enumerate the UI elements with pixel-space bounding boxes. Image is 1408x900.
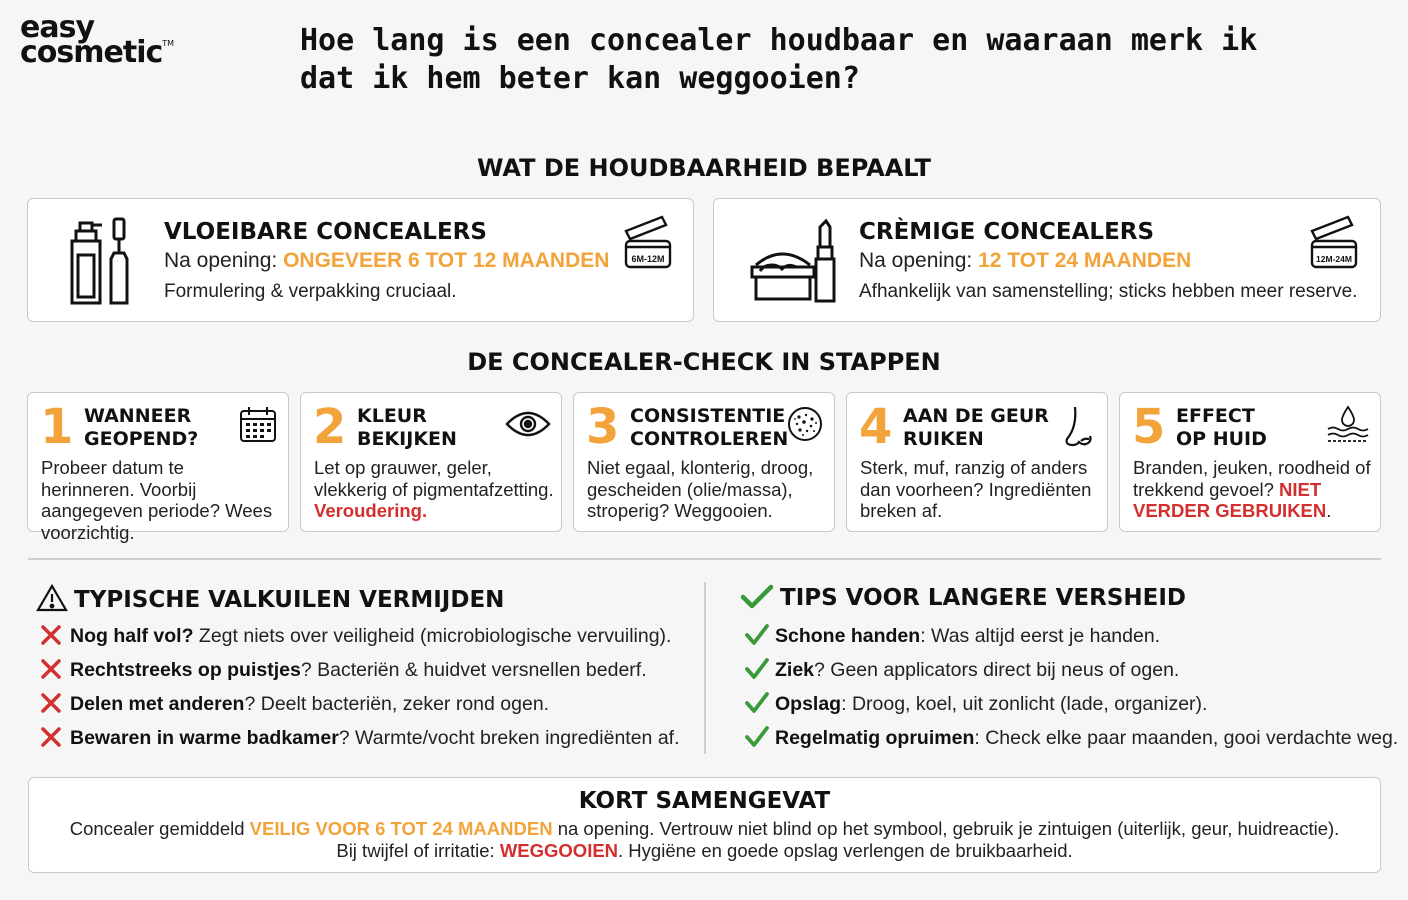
step-body: Probeer datum te herinneren. Voorbij aangegeven periode? Wees voorzichtig. — [41, 457, 273, 543]
card-title: CRÈMIGE CONCEALERS — [859, 219, 1155, 245]
pitfalls-title: TYPISCHE VALKUILEN VERMIJDEN — [36, 584, 504, 613]
pao-jar-icon — [1308, 213, 1360, 276]
liquid-concealer-icon — [64, 213, 160, 314]
tips-list — [745, 622, 1398, 758]
eye-icon — [505, 409, 551, 444]
list-item: Nog half vol? Zegt niets over veiligheid (microbiologische vervuiling). — [40, 622, 680, 656]
checkmark-icon — [740, 584, 774, 610]
cross-icon — [40, 692, 70, 722]
card-description: Afhankelijk van samenstelling; sticks hebben meer reserve. — [859, 281, 1358, 302]
brand-logo — [20, 10, 175, 70]
step-title: KLEUR BEKIJKEN — [357, 405, 457, 450]
column-divider — [704, 582, 706, 754]
section-title-shelf-life: WAT DE HOUDBAARHEID BEPAALT — [477, 154, 931, 182]
nose-icon — [1063, 405, 1097, 454]
card-shelf-life: Na opening: ONGEVEER 6 TOT 12 MAANDEN — [164, 249, 610, 272]
step-body: Let op grauwer, geler, vlekkerig of pigmentafzetting. Veroudering. — [314, 457, 554, 521]
check-icon — [745, 658, 775, 688]
cream-concealer-icon — [750, 213, 846, 314]
cross-icon — [40, 624, 70, 654]
step-emphasis: Veroudering. — [314, 500, 428, 521]
step-body: Niet egaal, klonterig, droog, gescheiden (olie/massa), stroperig? Weggooien. — [587, 457, 814, 521]
page-title: Hoe lang is een concealer houdbaar en waaraan merk ik dat ik hem beter kan weggooien? — [300, 23, 1258, 96]
step-emphasis: NIET VERDER GEBRUIKEN — [1133, 478, 1327, 521]
summary-line-2: Bij twijfel of irritatie: WEGGOOIEN. Hygiëne en goede opslag verlengen de bruikbaarheid. — [336, 840, 1073, 861]
section-title-check-steps: DE CONCEALER-CHECK IN STAPPEN — [467, 348, 941, 376]
step-card-3 — [573, 392, 835, 532]
step-title: AAN DE GEUR RUIKEN — [903, 405, 1049, 450]
check-icon — [745, 624, 775, 654]
summary-box — [28, 777, 1381, 873]
list-item: Regelmatig opruimen: Check elke paar maanden, gooi verdachte weg. — [745, 724, 1398, 758]
logo-line-2: cosmetic — [20, 34, 163, 70]
logo-trademark: TM — [162, 38, 175, 48]
card-creamy-concealers — [713, 198, 1381, 322]
list-item: Opslag: Droog, koel, uit zonlicht (lade, organizer). — [745, 690, 1398, 724]
step-number: 1 — [40, 399, 74, 455]
pao-label: 6M-12M — [631, 254, 665, 264]
card-liquid-concealers — [27, 198, 694, 322]
pao-label: 12M-24M — [1316, 254, 1352, 264]
step-title: EFFECT OP HUID — [1176, 405, 1267, 450]
warning-icon — [36, 584, 68, 612]
card-description: Formulering & verpakking cruciaal. — [164, 281, 457, 302]
step-card-5 — [1119, 392, 1381, 532]
check-icon — [745, 692, 775, 722]
check-icon — [745, 726, 775, 756]
shelf-life-highlight: ONGEVEER 6 TOT 12 MAANDEN — [283, 249, 610, 272]
logo-line-1: easy — [20, 10, 95, 45]
card-shelf-life: Na opening: 12 TOT 24 MAANDEN — [859, 249, 1192, 272]
calendar-icon — [238, 405, 278, 450]
texture-icon — [786, 405, 824, 448]
step-title: CONSISTENTIE CONTROLEREN — [630, 405, 789, 450]
shelf-life-highlight: 12 TOT 24 MAANDEN — [978, 249, 1192, 272]
step-body: Branden, jeuken, roodheid of trekkend gevoel? NIET VERDER GEBRUIKEN. — [1133, 457, 1371, 521]
card-title: VLOEIBARE CONCEALERS — [164, 219, 487, 245]
cross-icon — [40, 726, 70, 756]
step-title: WANNEER GEOPEND? — [84, 405, 199, 450]
step-number: 2 — [313, 399, 347, 455]
skin-drop-icon — [1326, 405, 1370, 450]
step-number: 4 — [859, 399, 893, 455]
list-item: Delen met anderen? Deelt bacteriën, zeker rond ogen. — [40, 690, 680, 724]
list-item: Schone handen: Was altijd eerst je handen. — [745, 622, 1398, 656]
summary-title: KORT SAMENGEVAT — [578, 788, 831, 814]
step-card-2 — [300, 392, 562, 532]
pao-jar-icon — [622, 213, 674, 276]
step-card-1 — [27, 392, 289, 543]
list-item: Bewaren in warme badkamer? Warmte/vocht breken ingrediënten af. — [40, 724, 680, 758]
tips-title: TIPS VOOR LANGERE VERSHEID — [740, 584, 1186, 611]
step-card-4 — [846, 392, 1108, 532]
step-number: 5 — [1132, 399, 1166, 455]
pitfalls-list — [40, 622, 680, 758]
step-body: Sterk, muf, ranzig of anders dan voorheen? Ingrediënten breken af. — [860, 457, 1092, 521]
step-number: 3 — [586, 399, 620, 455]
summary-line-1: Concealer gemiddeld VEILIG VOOR 6 TOT 24 MAANDEN na opening. Vertrouw niet blind op het symbool, gebruik je zintuigen (uiterlijk, geur, huidreactie). — [69, 818, 1340, 839]
section-divider — [28, 558, 1381, 560]
cross-icon — [40, 658, 70, 688]
list-item: Ziek? Geen applicators direct bij neus of ogen. — [745, 656, 1398, 690]
list-item: Rechtstreeks op puistjes? Bacteriën & huidvet versnellen bederf. — [40, 656, 680, 690]
